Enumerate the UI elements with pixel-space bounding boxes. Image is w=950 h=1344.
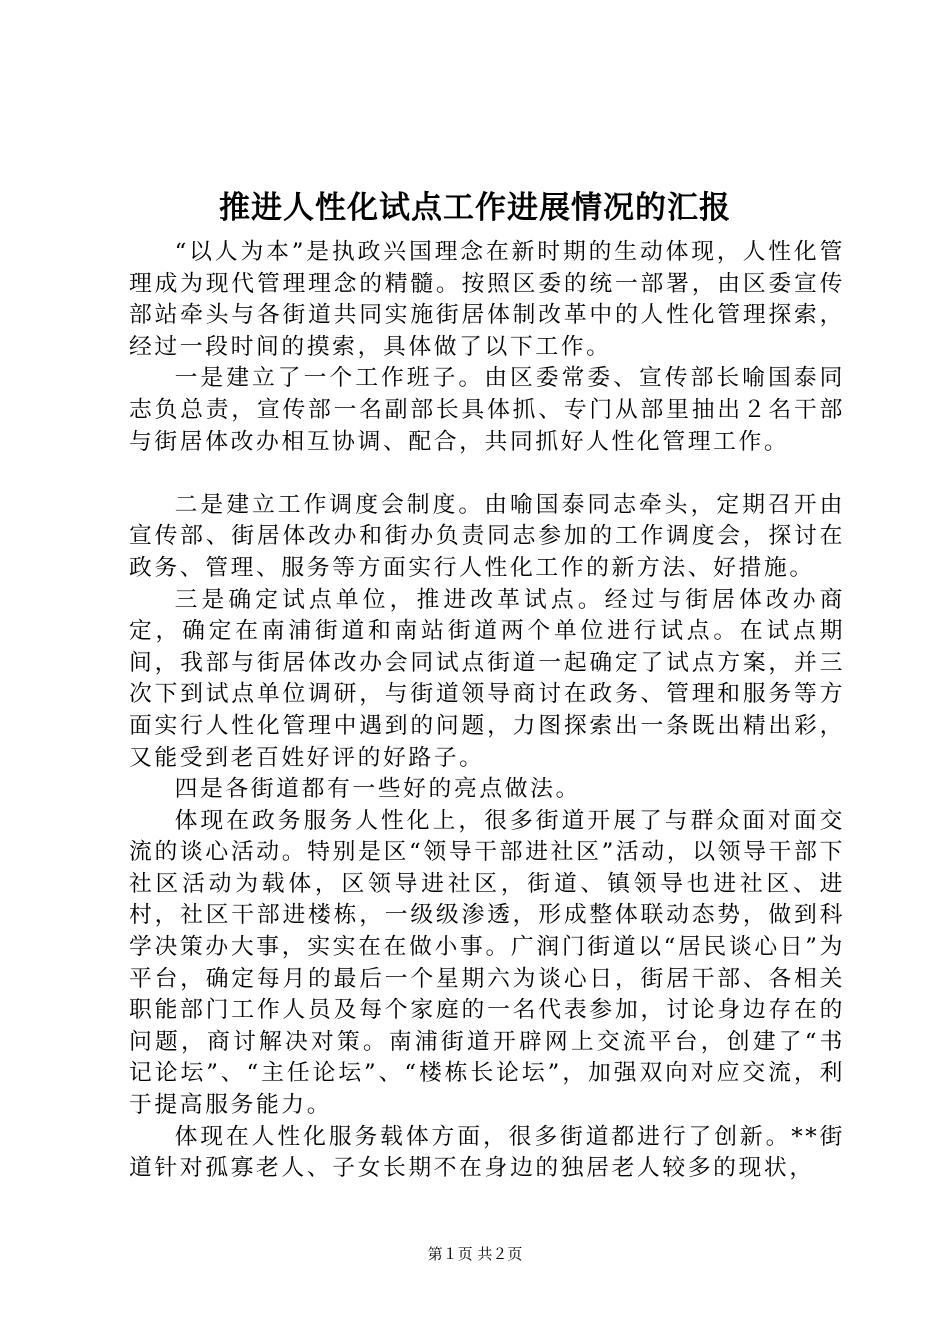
- document-title: 推进人性化试点工作进展情况的汇报: [219, 190, 731, 226]
- paragraph-government-services: 体现在政务服务人性化上，很多街道开展了与群众面对面交流的谈心活动。特别是区“领导干部进社区”活动，以领导干部下社区活动为载体，区领导进社区，街道、镇领导也进社区、进村，社区干部进楼栋，一级级渗透，形成整体联动态势，做到科学决策办大事，实实在在做小事。广润门街道以“居民谈心日”为平台，确定每月的最后一个星期六为谈心日，街居干部、各相关职能部门工作人员及每个家庭的一名代表参加，讨论身边存在的问题，商讨解决对策。南浦街道开辟网上交流平台，创建了“书记论坛”、“主任论坛”、“楼栋长论坛”，加强双向对应交流，利于提高服务能力。: [129, 807, 845, 1119]
- document-body: [129, 237, 845, 1185]
- paragraph-work-team: 一是建立了一个工作班子。由区委常委、宣传部长喻国泰同志负总责，宣传部一名副部长具体抓、专门从部里抽出２名干部与街居体改办相互协调、配合，共同抓好人性化管理工作。: [129, 365, 845, 455]
- paragraph-pilot-units: 三是确定试点单位，推进改革试点。经过与街居体改办商定，确定在南浦街道和南站街道两个单位进行试点。在试点期间，我部与街居体改办会同试点街道一起确定了试点方案，并三次下到试点单位调研，与街道领导商讨在政务、管理和服务等方面实行人性化管理中遇到的问题，力图探索出一条既出精出彩，又能受到老百姓好评的好路子。: [129, 586, 845, 771]
- paragraph-gap: [129, 458, 845, 490]
- paragraph-highlights: 四是各街道都有一些好的亮点做法。: [174, 776, 581, 803]
- page-footer: 第１页 共２页: [427, 1245, 523, 1263]
- paragraph-service-carriers: 体现在人性化服务载体方面，很多街道都进行了创新。**街道针对孤寡老人、子女长期不在身边的独居老人较多的现状，: [129, 1123, 845, 1182]
- paragraph-intro: “以人为本”是执政兴国理念在新时期的生动体现，人性化管理成为现代管理理念的精髓。按照区委的统一部署，由区委宣传部站牵头与各街道共同实施街居体制改革中的人性化管理探索，经过一段时间的摸索，具体做了以下工作。: [129, 239, 845, 360]
- paragraph-dispatch-meeting: 二是建立工作调度会制度。由喻国泰同志牵头，定期召开由宣传部、街居体改办和街办负责同志参加的工作调度会，探讨在政务、管理、服务等方面实行人性化工作的新方法、好措施。: [129, 491, 845, 581]
